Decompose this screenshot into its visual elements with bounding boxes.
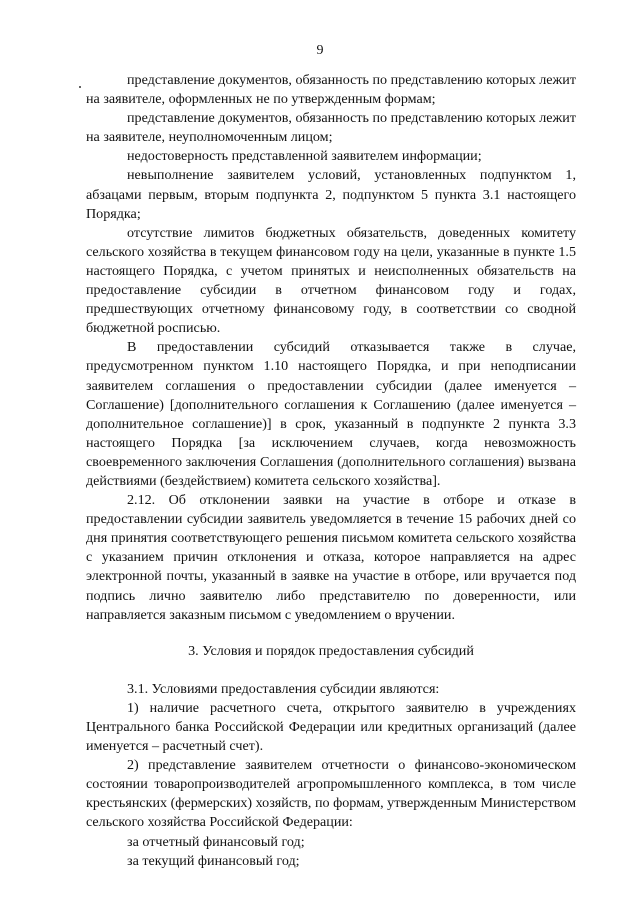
paragraph-refusal-conditions: невыполнение заявителем условий, установленных подпунктом 1, абзацами первым, вторым подпункта 2, подпунктом 5 пункта 3.1 настоящего Порядка; (86, 167, 576, 222)
document-body (86, 71, 576, 871)
paragraph-refusal-forms: представление документов, обязанность по представлению которых лежит на заявителе, оформленных не по утвержденным формам; (86, 72, 576, 108)
list-item-current-year: за текущий финансовый год; (127, 852, 300, 869)
paragraph-condition-1: 1) наличие расчетного счета, открытого заявителю в учреждениях Центрального банка Российской Федерации или кредитных организаций (далее именуется – расчетный счет). (86, 699, 576, 755)
paragraph-refusal-agreement: В предоставлении субсидий отказывается также в случае, предусмотренном пунктом 1.10 настоящего Порядка, и при неподписании заявителем соглашения о предоставлении субсидии (далее именуется – Соглашение) [дополнительного соглашения к Соглашению (далее именуется – дополнительное соглашение)] в срок, указанный в подпункте 2 пункта 3.3 настоящего Порядка [за исключением случаев, когда невозможность своевременного заключения Соглашения (дополнительного соглашения) вызвана действиями (бездействием) комитета сельского хозяйства]. (86, 339, 576, 489)
list-item-reporting-year: за отчетный финансовый год; (127, 833, 305, 850)
paragraph-refusal-unauthorized: представление документов, обязанность по представлению которых лежит на заявителе, неуполномоченным лицом; (86, 110, 576, 146)
page-number: 9 (316, 43, 324, 58)
paragraph-2-12: 2.12. Об отклонении заявки на участие в отборе и отказе в предоставлении субсидии заявитель уведомляется в течение 15 рабочих дней со дня принятия соответствующего решения письмом комитета сельского хозяйства с указанием причин отклонения и отказа, которое направляется на адрес электронной почты, указанный в заявке на участие в отборе, или вручается под подпись лично заявителю либо представителю по доверенности, или направляется заказным письмом с уведомлением о вручении. (86, 492, 576, 623)
paragraph-refusal-limits: отсутствие лимитов бюджетных обязательств, доведенных комитету сельского хозяйства в текущем финансовом году на цели, указанные в пункте 1.5 настоящего Порядка, с учетом принятых и неисполненных обязательств на предоставление субсидии в отчетном финансовом году и годах, предшествующих отчетному финансовому году, в соответствии со сводной бюджетной росписью. (86, 224, 576, 337)
scan-speck (79, 86, 81, 88)
section-heading: 3. Условия и порядок предоставления субсидий (188, 642, 474, 659)
paragraph-3-1: 3.1. Условиями предоставления субсидии являются: (127, 680, 440, 697)
paragraph-condition-2: 2) представление заявителем отчетности о финансово-экономическом состоянии товаропроизводителей агропромышленного комплекса, в том числе крестьянских (фермерских) хозяйств, по формам, утвержденным Министерством сельского хозяйства Российской Федерации: (86, 757, 576, 831)
paragraph-refusal-unreliable: недостоверность представленной заявителем информации; (127, 148, 482, 165)
